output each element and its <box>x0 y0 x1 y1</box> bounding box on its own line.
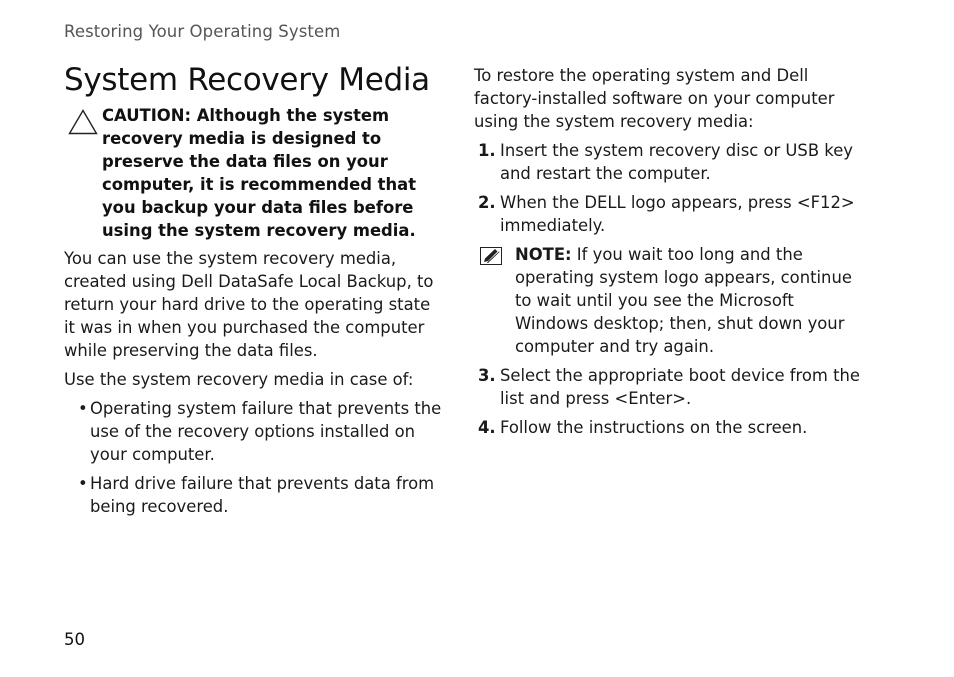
bullet-list <box>64 397 442 518</box>
step-item <box>478 364 864 410</box>
note-text: If you wait too long and the operating system logo appears, continue to wait until you see the Microsoft Windows desktop; then, shut down your computer and try again. <box>515 245 852 356</box>
steps-list <box>474 139 864 237</box>
note-pencil-icon <box>480 247 502 265</box>
running-header: Restoring Your Operating System <box>64 22 341 41</box>
step-number: 1. <box>478 141 496 160</box>
page-number: 50 <box>64 630 85 649</box>
step-number: 3. <box>478 366 496 385</box>
step-text: Follow the instructions on the screen. <box>500 418 808 437</box>
step-number: 4. <box>478 418 496 437</box>
page-title: System Recovery Media <box>64 62 430 98</box>
note-label: NOTE: <box>515 245 572 264</box>
intro-paragraph: You can use the system recovery media, created using Dell DataSafe Local Backup, to return your hard drive to the operating state it was in when you purchased the computer while preserving the data files. <box>64 249 434 360</box>
list-item <box>78 472 442 518</box>
bullet-text: Hard drive failure that prevents data from being recovered. <box>90 474 435 516</box>
left-column <box>64 104 442 524</box>
note-block <box>478 243 864 358</box>
step-item <box>478 139 864 185</box>
right-column <box>474 64 864 445</box>
steps-list-continued <box>474 364 864 439</box>
bullet-mark: • <box>78 399 88 418</box>
step-item <box>478 416 864 439</box>
bullet-mark: • <box>78 474 88 493</box>
step-item <box>478 191 864 237</box>
step-text: Select the appropriate boot device from the list and press <Enter>. <box>500 366 861 408</box>
step-number: 2. <box>478 193 496 212</box>
step-text: When the DELL logo appears, press <F12> immediately. <box>500 193 855 235</box>
bullet-text: Operating system failure that prevents the use of the recovery options installed on your computer. <box>90 399 442 464</box>
use-when-paragraph: Use the system recovery media in case of: <box>64 370 414 389</box>
step-text: Insert the system recovery disc or USB key and restart the computer. <box>500 141 853 183</box>
caution-triangle-icon <box>68 109 98 135</box>
list-item <box>78 397 442 466</box>
caution-block <box>64 104 442 242</box>
caution-text: CAUTION: Although the system recovery media is designed to preserve the data files on your computer, it is recommended that you backup your data files before using the system recovery media. <box>102 106 417 240</box>
restore-intro-paragraph: To restore the operating system and Dell factory-installed software on your computer using the system recovery media: <box>474 66 835 131</box>
